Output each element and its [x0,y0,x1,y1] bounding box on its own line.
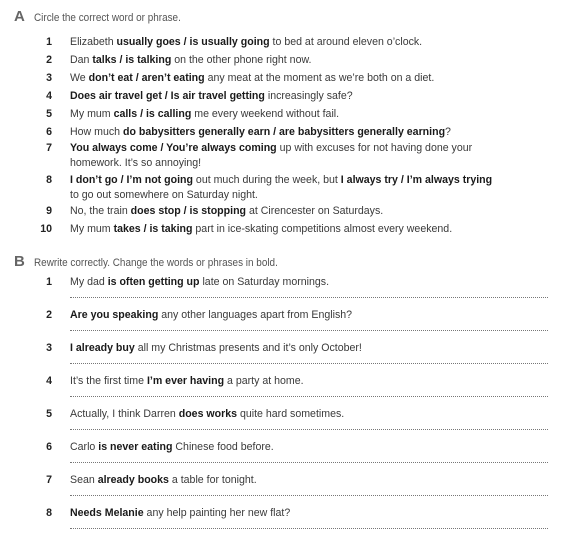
item-number: 2 [46,309,52,321]
item-text[interactable] [70,89,353,104]
item-sentence [70,506,290,521]
item-text[interactable] [70,141,472,156]
section-a-item [28,35,548,50]
item-number: 3 [46,72,52,84]
item-line [28,473,548,488]
bold-phrase: I don’t go / I’m not going [70,174,193,186]
text-segment: Sean [70,474,98,486]
section-b-instruction: Rewrite correctly. Change the words or phrases in bold. [34,257,278,269]
text-segment: My mum [70,223,114,235]
text-segment: increasingly safe? [264,90,353,102]
bold-phrase: do babysitters generally earn / are babysitters generally earning [122,126,446,138]
item-number: 5 [46,408,52,420]
item-line [28,308,548,323]
item-number: 4 [46,375,52,387]
item-line [28,71,548,86]
item-number: 7 [46,142,52,154]
item-number: 7 [46,474,52,486]
text-segment: to go out somewhere on Saturday night. [70,189,258,201]
item-line [28,374,548,389]
bold-phrase: You always come / You’re always coming [70,142,277,154]
section-a-item [28,173,548,203]
answer-line[interactable] [70,495,548,496]
item-line [28,204,548,219]
item-line [28,89,548,104]
text-segment: Chinese food before. [172,441,274,453]
section-b-item [28,506,548,521]
bold-phrase: Needs Melanie [70,507,144,519]
text-segment: at Cirencester on Saturdays. [246,205,384,217]
item-sentence [70,374,304,389]
text-segment: any meat at the moment as we’re both on a diet. [204,72,435,84]
item-line [28,341,548,356]
section-b-item [28,440,548,455]
bold-phrase: don’t eat / aren’t eating [88,72,205,84]
section-b-item [28,374,548,389]
text-segment: a party at home. [224,375,304,387]
item-line [28,275,548,290]
answer-line[interactable] [70,330,548,331]
item-text[interactable] [70,71,434,86]
bold-phrase: Does air travel get / Is air travel getting [70,90,265,102]
item-number: 6 [46,126,52,138]
text-segment: No, the train [70,205,131,217]
bold-phrase: does stop / is stopping [130,205,247,217]
item-sentence [70,407,344,422]
item-sentence [70,473,257,488]
section-a-item [28,53,548,68]
section-b-item [28,407,548,422]
item-number: 2 [46,54,52,66]
section-b-item [28,275,548,290]
text-segment: to bed at around eleven o’clock. [269,36,423,48]
bold-phrase: calls / is calling [113,108,192,120]
item-line [28,35,548,50]
text-segment: late on Saturday mornings. [199,276,330,288]
item-number: 8 [46,174,52,186]
item-number: 9 [46,205,52,217]
item-number: 10 [40,223,52,235]
section-a-item [28,125,548,140]
text-segment: part in ice-skating competitions almost every weekend. [192,223,453,235]
item-number: 3 [46,342,52,354]
item-sentence [70,308,352,323]
bold-phrase: I already buy [70,342,135,354]
item-sentence [70,275,329,290]
bold-phrase: talks / is talking [92,54,172,66]
text-segment: ? [445,126,451,138]
item-line [28,506,548,521]
item-line [28,107,548,122]
item-text[interactable] [70,173,492,188]
bold-phrase: already books [97,474,169,486]
item-sentence [70,341,362,356]
item-text[interactable] [70,53,311,68]
item-line [28,125,548,140]
section-a-item [28,141,548,171]
item-line [28,173,548,188]
section-a-item [28,204,548,219]
item-line [28,141,548,156]
section-b-item [28,308,548,323]
section-a-letter: A [14,8,25,25]
section-b-item [28,473,548,488]
text-segment: up with excuses for not having done your [276,142,473,154]
item-text[interactable] [70,188,258,203]
answer-line[interactable] [70,429,548,430]
text-segment: all my Christmas presents and it’s only October! [134,342,362,354]
item-text[interactable] [70,125,451,140]
text-segment: My dad [70,276,108,288]
text-segment: How much [70,126,123,138]
item-number: 1 [46,36,52,48]
item-number: 8 [46,507,52,519]
item-text[interactable] [70,204,383,219]
item-text[interactable] [70,156,201,171]
bold-phrase: is often getting up [107,276,200,288]
section-b-header [14,253,299,269]
section-a-item [28,222,548,237]
item-number: 1 [46,276,52,288]
text-segment: out much during the week, but [192,174,341,186]
text-segment: on the other phone right now. [171,54,312,66]
text-segment: a table for tonight. [168,474,257,486]
section-b-item [28,341,548,356]
bold-phrase: Are you speaking [70,309,159,321]
item-sentence [70,440,274,455]
item-number: 5 [46,108,52,120]
item-number: 6 [46,441,52,453]
answer-line[interactable] [70,528,548,529]
item-line [28,156,548,171]
text-segment: Carlo [70,441,99,453]
section-b-letter: B [14,253,25,270]
answer-line[interactable] [70,363,548,364]
text-segment: Dan [70,54,93,66]
text-segment: My mum [70,108,114,120]
section-a-item [28,107,548,122]
bold-phrase: I always try / I’m always trying [340,174,493,186]
text-segment: quite hard sometimes. [237,408,345,420]
section-a-item [28,89,548,104]
bold-phrase: usually goes / is usually going [116,36,270,48]
answer-line[interactable] [70,396,548,397]
bold-phrase: does works [178,408,238,420]
item-text[interactable] [70,222,452,237]
text-segment: It’s the first time [70,375,147,387]
answer-line[interactable] [70,297,548,298]
section-a-item [28,71,548,86]
item-number: 4 [46,90,52,102]
item-text[interactable] [70,107,339,122]
text-segment: homework. It’s so annoying! [70,157,202,169]
bold-phrase: takes / is taking [113,223,193,235]
item-line [28,440,548,455]
answer-line[interactable] [70,462,548,463]
bold-phrase: I’m ever having [146,375,225,387]
section-a-header [14,8,194,24]
text-segment: We [70,72,89,84]
text-segment: Elizabeth [70,36,117,48]
text-segment: me every weekend without fail. [191,108,340,120]
item-line [28,222,548,237]
bold-phrase: is never eating [98,441,173,453]
section-a-instruction: Circle the correct word or phrase. [34,12,181,24]
item-line [28,407,548,422]
text-segment: Actually, I think Darren [70,408,179,420]
text-segment: any help painting her new flat? [143,507,291,519]
item-text[interactable] [70,35,422,50]
text-segment: any other languages apart from English? [158,309,353,321]
item-line [28,188,548,203]
item-line [28,53,548,68]
